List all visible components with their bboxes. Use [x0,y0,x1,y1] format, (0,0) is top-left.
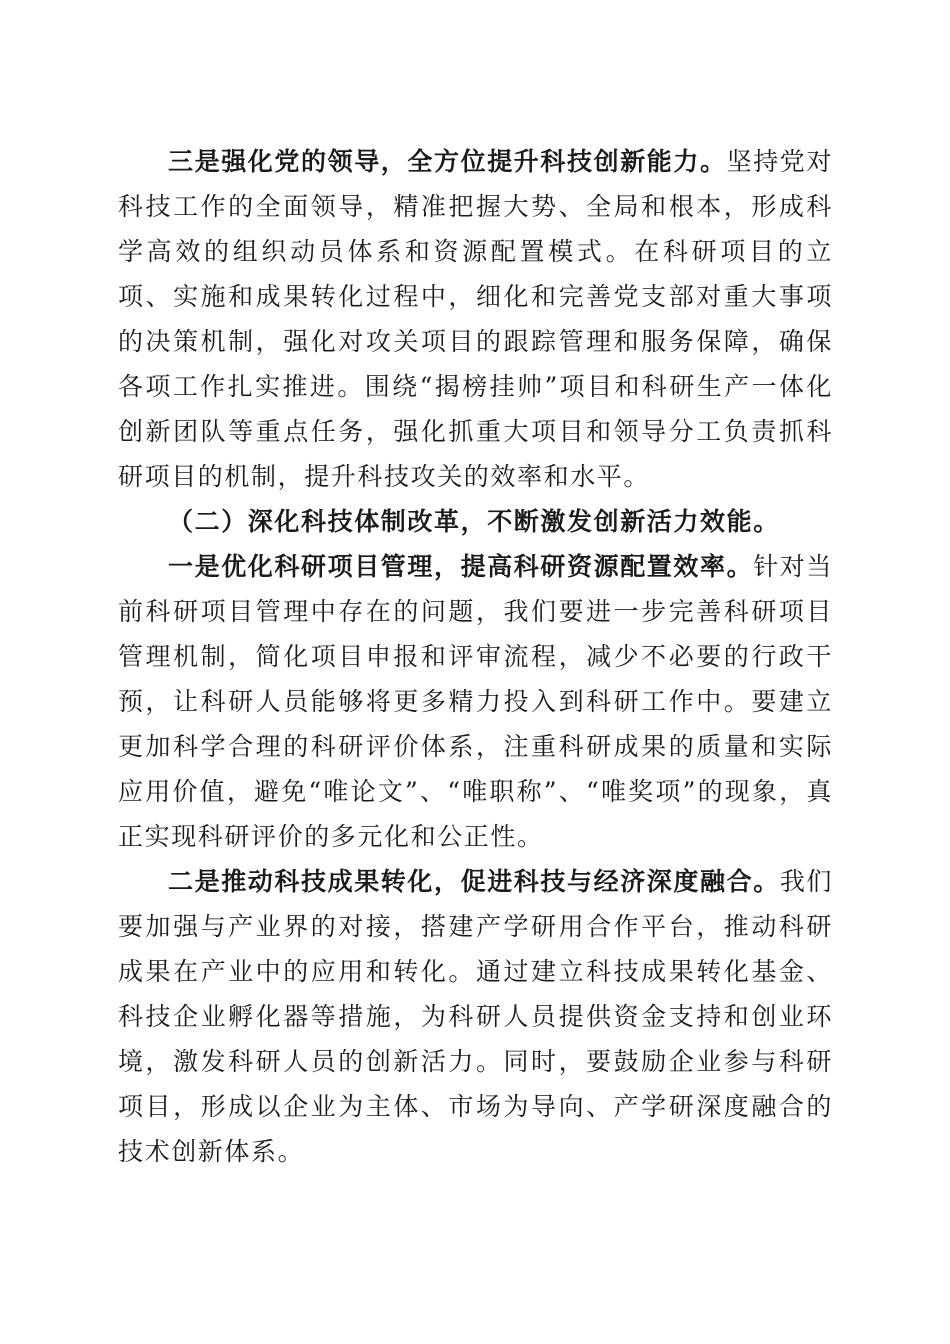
paragraph-lead: 一是优化科研项目管理，提高科研资源配置效率。 [168,552,754,581]
paragraph-lead: 三是强化党的领导，全方位提升科技创新能力。 [168,147,727,176]
paragraph-lead: 二是推动科技成果转化，促进科技与经济深度融合。 [168,867,780,896]
section-heading: （二）深化科技体制改革，不断激发创新活力效能。 [168,507,780,536]
paragraph-three-party-leadership [118,139,833,499]
document-body [118,139,833,1174]
paragraph-text: 针对当前科研项目管理中存在的问题，我们要进一步完善科研项目管理机制，简化项目申报和评审流程，减少不必要的行政干预，让科研人员能够将更多精力投入到科研工作中。要建立更加科学合理的科研评价体系，注重科研成果的质量和实际应用价值，避免“唯论文”、“唯职称”、“唯奖项”的现象，真正实现科研评价的多元化和公正性。 [118,552,834,851]
paragraph-one-project-management [118,544,833,859]
paragraph-two-achievement-transfer [118,859,833,1174]
paragraph-text: 坚持党对科技工作的全面领导，精准把握大势、全局和根本，形成科学高效的组织动员体系和资源配置模式。在科研项目的立项、实施和成果转化过程中，细化和完善党支部对重大事项的决策机制，强化对攻关项目的跟踪管理和服务保障，确保各项工作扎实推进。围绕“揭榜挂帅”项目和科研生产一体化创新团队等重点任务，强化抓重大项目和领导分工负责抓科研项目的机制，提升科技攻关的效率和水平。 [118,147,834,491]
paragraph-text: 我们要加强与产业界的对接，搭建产学研用合作平台，推动科研成果在产业中的应用和转化。通过建立科技成果转化基金、科技企业孵化器等措施，为科研人员提供资金支持和创业环境，激发科研人员的创新活力。同时，要鼓励企业参与科研项目，形成以企业为主体、市场为导向、产学研深度融合的技术创新体系。 [118,867,834,1166]
